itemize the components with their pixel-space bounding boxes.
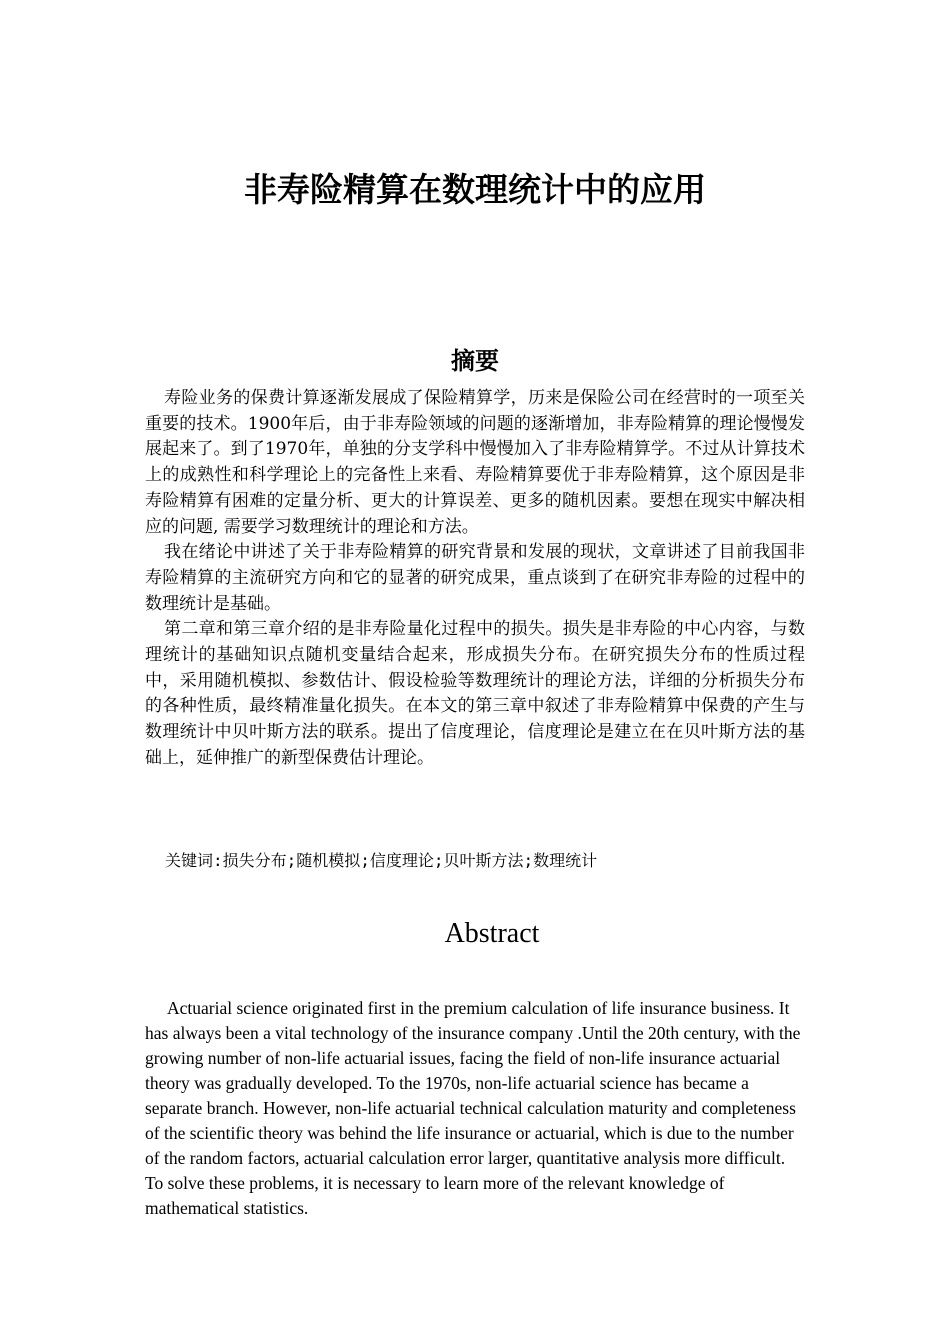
chinese-abstract-heading: 摘要 [451,347,499,375]
english-abstract-paragraph: Actuarial science originated first in the premium calculation of life insurance business. It has always been a vital technology of the insurance company .Until the 20th century, with the growing number of non-life actuarial issues, facing the field of non-life insurance actuarial theory was gradually developed. To the 1970s, non-life actuarial science has became a separate branch. However, non-life actuarial technical calculation maturity and completeness of the scientific theory was behind the life insurance or actuarial, which is due to the number of the random factors, actuarial calculation error larger, quantitative analysis more difficult. To solve these problems, it is necessary to learn more of the relevant knowledge of mathematical statistics. [145,998,801,1218]
keywords-line: 关键词:损失分布;随机模拟;信度理论;贝叶斯方法;数理统计 [165,851,598,870]
document-title: 非寿险精算在数理统计中的应用 [244,170,706,209]
chinese-abstract-body [145,386,805,772]
chinese-abstract-paragraph-1: 寿险业务的保费计算逐渐发展成了保险精算学，历来是保险公司在经营时的一项至关重要的技术。1900年后，由于非寿险领域的问题的逐渐增加，非寿险精算的理论慢慢发展起来了。到了1970年，单独的分支学科中慢慢加入了非寿险精算学。不过从计算技术上的成熟性和科学理论上的完备性上来看、寿险精算要优于非寿险精算，这个原因是非寿险精算有困难的定量分析、更大的计算误差、更多的随机因素。要想在现实中解决相应的问题, 需要学习数理统计的理论和方法。 [145,388,805,537]
english-abstract-heading: Abstract [444,918,540,949]
chinese-abstract-paragraph-2: 我在绪论中讲述了关于非寿险精算的研究背景和发展的现状，文章讲述了目前我国非寿险精算的主流研究方向和它的显著的研究成果，重点谈到了在研究非寿险的过程中的数理统计是基础。 [145,542,805,614]
chinese-abstract-paragraph-3: 第二章和第三章介绍的是非寿险量化过程中的损失。损失是非寿险的中心内容，与数理统计的基础知识点随机变量结合起来，形成损失分布。在研究损失分布的性质过程中，采用随机模拟、参数估计、假设检验等数理统计的理论方法，详细的分析损失分布的各种性质，最终精准量化损失。在本文的第三章中叙述了非寿险精算中保费的产生与数理统计中贝叶斯方法的联系。提出了信度理论，信度理论是建立在在贝叶斯方法的基础上，延伸推广的新型保费估计理论。 [145,619,805,768]
